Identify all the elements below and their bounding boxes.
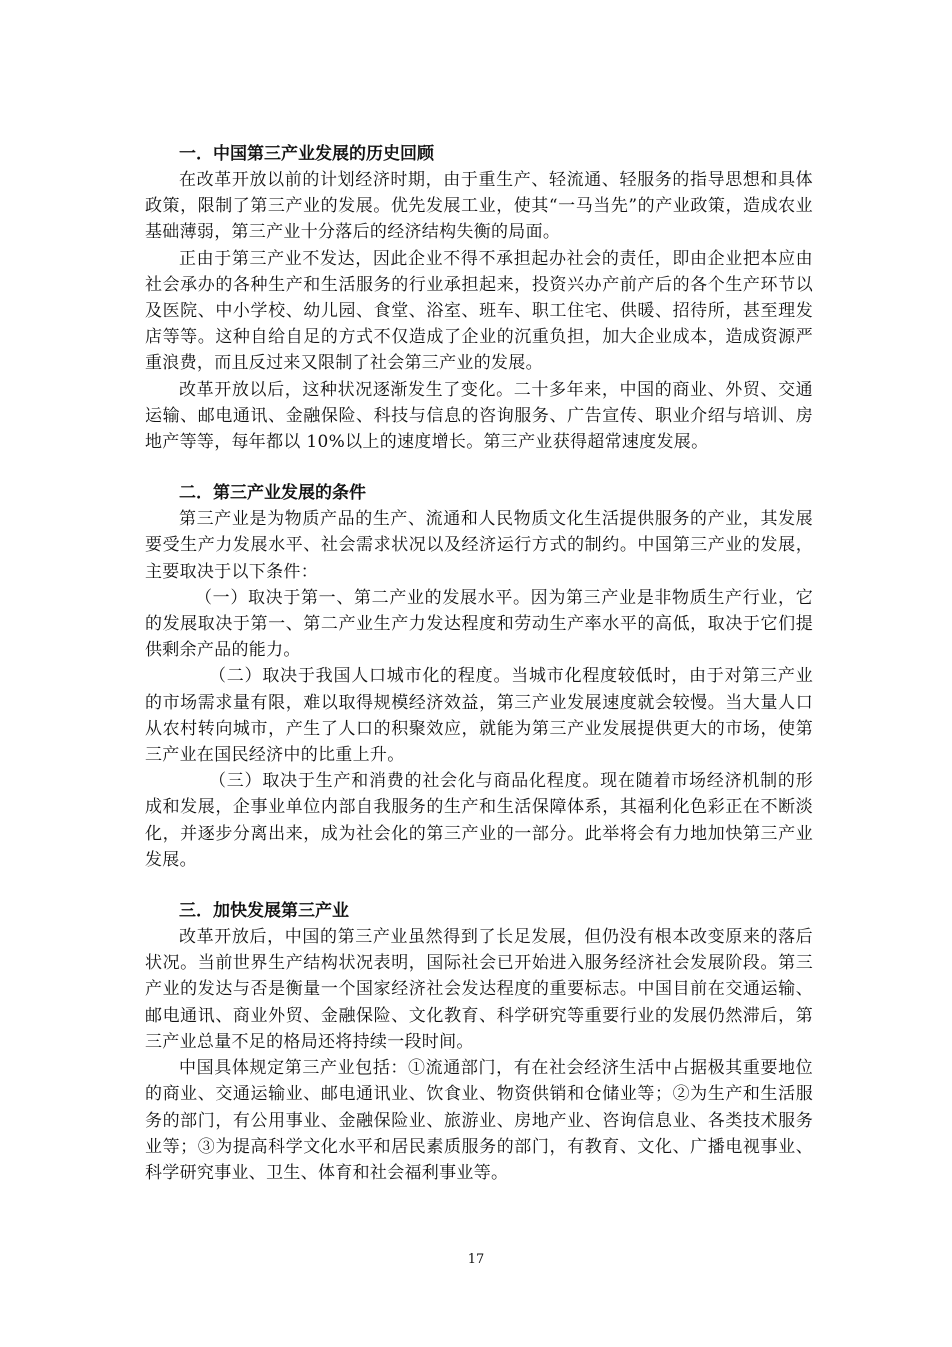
paragraph: 改革开放后，中国的第三产业虽然得到了长足发展，但仍没有根本改变原来的落后状况。当前世界生产结构状况表明，国际社会已开始进入服务经济社会发展阶段。第三产业的发达与否是衡量一个国家经济社会发达程度的重要标志。中国目前在交通运输、邮电通讯、商业外贸、金融保险、文化教育、科学研究等重要行业的发展仍然滞后，第三产业总量不足的格局还将持续一段时间。 xyxy=(145,927,813,1052)
paragraph: 第三产业是为物质产品的生产、流通和人民物质文化生活提供服务的产业，其发展要受生产力发展水平、社会需求状况以及经济运行方式的制约。中国第三产业的发展，主要取决于以下条件： xyxy=(145,509,813,582)
paragraph: 中国具体规定第三产业包括：①流通部门，有在社会经济生活中占据极其重要地位的商业、交通运输业、邮电通讯业、饮食业、物资供销和仓储业等；②为生产和生活服务的部门，有公用事业、金融保险业、旅游业、房地产业、咨询信息业、各类技术服务业等；③为提高科学文化水平和居民素质服务的部门，有教育、文化、广播电视事业、科学研究事业、卫生、体育和社会福利事业等。 xyxy=(145,1058,813,1183)
paragraph: （二）取决于我国人口城市化的程度。当城市化程度较低时，由于对第三产业的市场需求量有限，难以取得规模经济效益，第三产业发展速度就会较慢。当大量人口从农村转向城市，产生了人口的积聚效应，就能为第三产业发展提供更大的市场，使第三产业在国民经济中的比重上升。 xyxy=(145,666,813,766)
paragraph: （一）取决于第一、第二产业的发展水平。因为第三产业是非物质生产行业，它的发展取决于第一、第二产业生产力发达程度和劳动生产率水平的高低，取决于它们提供剩余产品的能力。 xyxy=(145,587,813,661)
section-heading-accelerate: 三．加快发展第三产业 xyxy=(179,901,349,922)
paragraph: 在改革开放以前的计划经济时期，由于重生产、轻流通、轻服务的指导思想和具体政策，限制了第三产业的发展。优先发展工业，使其“一马当先”的产业政策，造成农业基础薄弱，第三产业十分落后的经济结构失衡的局面。 xyxy=(145,170,813,243)
paragraph: （三）取决于生产和消费的社会化与商品化程度。现在随着市场经济机制的形成和发展，企事业单位内部自我服务的生产和生活保障体系，其福利化色彩正在不断淡化，并逐步分离出来，成为社会化的第三产业的一部分。此举将会有力地加快第三产业发展。 xyxy=(145,771,813,870)
paragraph: 改革开放以后，这种状况逐渐发生了变化。二十多年来，中国的商业、外贸、交通运输、邮电通讯、金融保险、科技与信息的咨询服务、广告宣传、职业介绍与培训、房地产等等，每年都以 10%以上的速度增长。第三产业获得超常速度发展。 xyxy=(145,379,813,453)
paragraph: 正由于第三产业不发达，因此企业不得不承担起办社会的责任，即由企业把本应由社会承办的各种生产和生活服务的行业承担起来，投资兴办产前产后的各个生产环节以及医院、中小学校、幼儿园、食堂、浴室、班车、职工住宅、供暖、招待所，甚至理发店等等。这种自给自足的方式不仅造成了企业的沉重负担，加大企业成本，造成资源严重浪费，而且反过来又限制了社会第三产业的发展。 xyxy=(145,248,813,374)
page-number: 17 xyxy=(467,1252,485,1267)
section-heading-history: 一．中国第三产业发展的历史回顾 xyxy=(179,144,434,164)
page-content xyxy=(145,142,813,1186)
section-heading-conditions: 二．第三产业发展的条件 xyxy=(179,483,366,504)
